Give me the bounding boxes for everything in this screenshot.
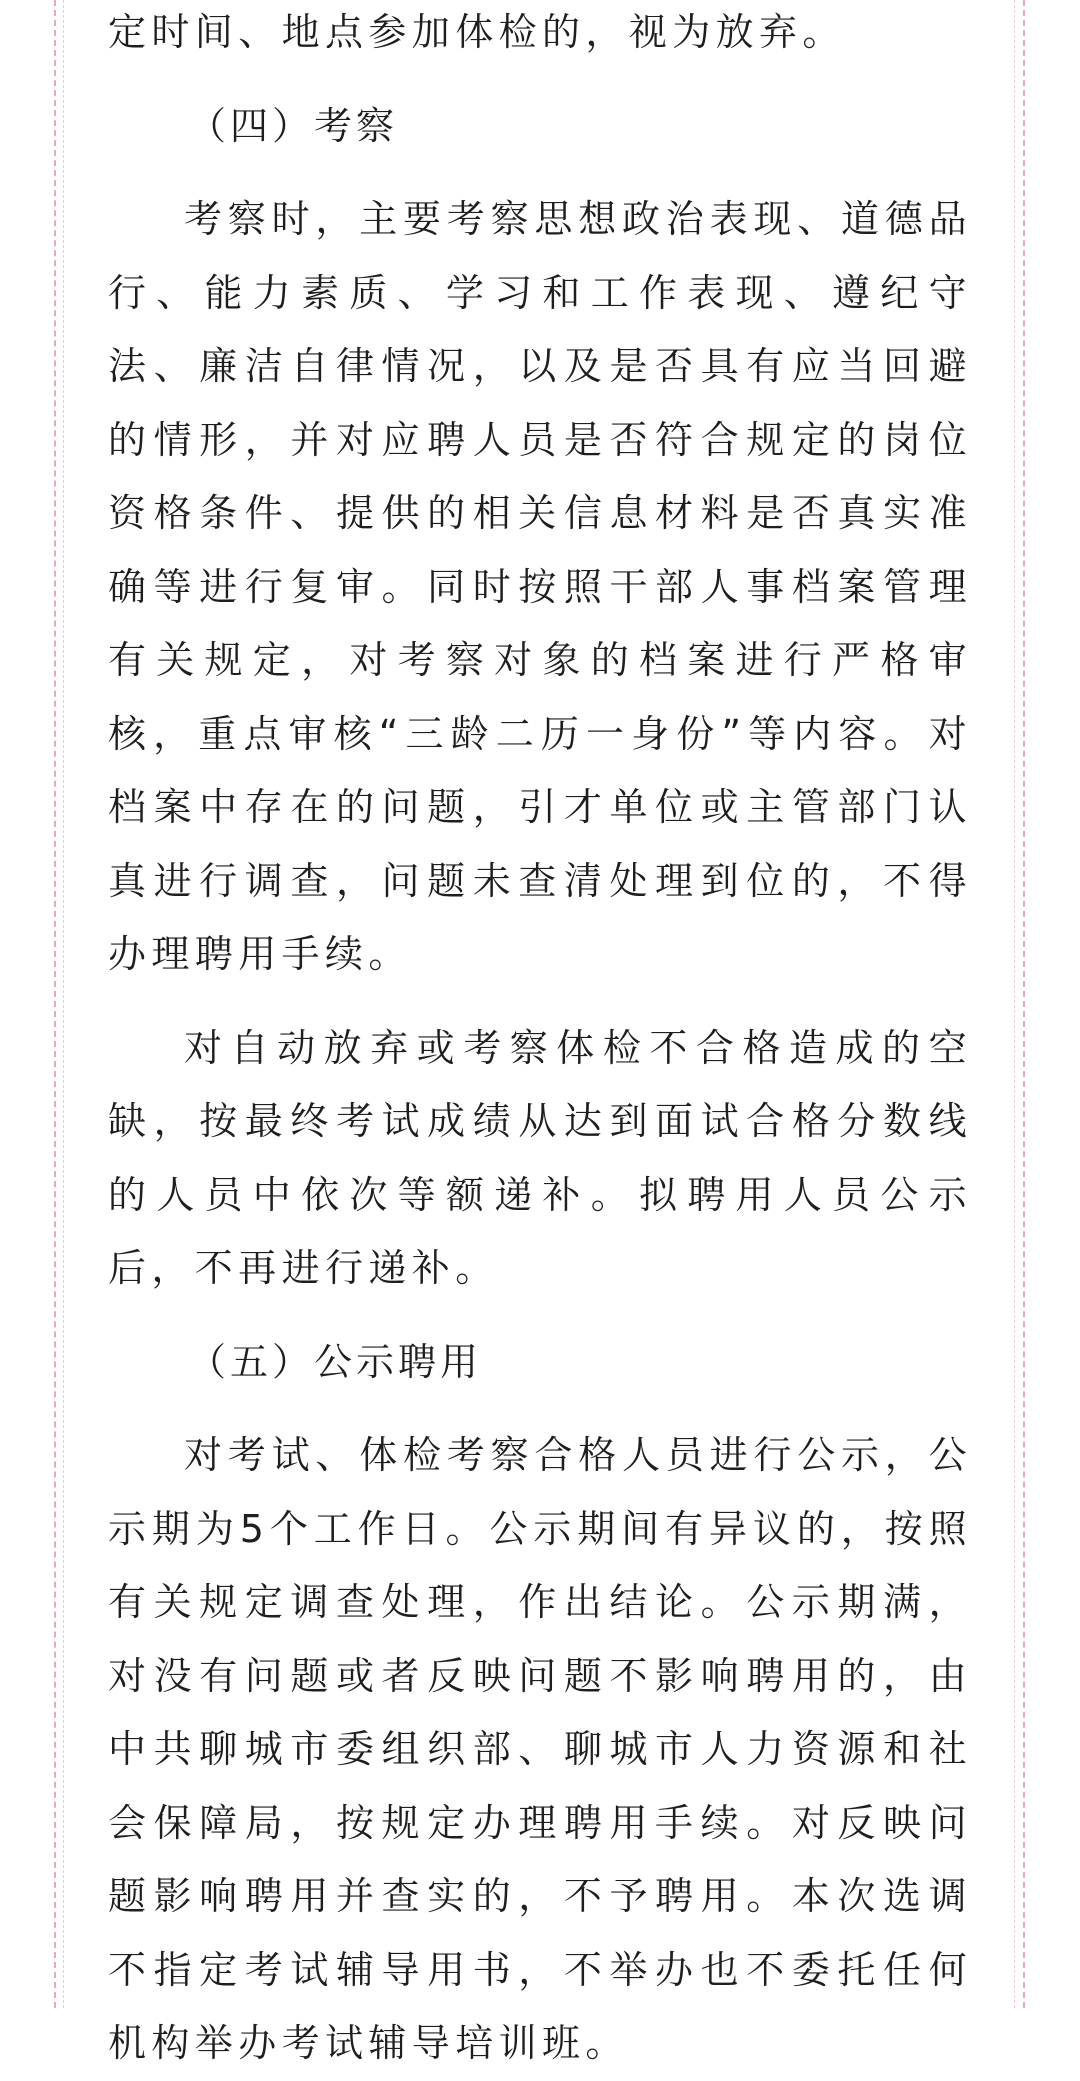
- left-border-dashed: [54, 0, 56, 2008]
- paragraph-publicity-hiring: 对考试、体检考察合格人员进行公示，公示期为5个工作日。公示期间有异议的，按照有关规定调查处理，作出结论。公示期满，对没有问题或者反映问题不影响聘用的，由中共聊城市委组织部、聊城市人力资源和社会保障局，按规定办理聘用手续。对反映问题影响聘用并查实的，不予聘用。本次选调不指定考试辅导用书，不举办也不委托任何机构举办考试辅导培训班。: [108, 1433, 972, 2065]
- paragraph-inspection-content: 考察时，主要考察思想政治表现、道德品行、能力素质、学习和工作表现、遵纪守法、廉洁自律情况，以及是否具有应当回避的情形，并对应聘人员是否符合规定的岗位资格条件、提供的相关信息材料是否真实准确等进行复审。同时按照干部人事档案管理有关规定，对考察对象的档案进行严格审核，重点审核“三龄二历一身份”等内容。对档案中存在的问题，引才单位或主管部门认真进行调查，问题未查清处理到位的，不得办理聘用手续。: [108, 197, 972, 976]
- right-border-inner: [1014, 0, 1015, 2008]
- right-border-dashed: [1023, 0, 1025, 2008]
- left-border-inner: [63, 0, 64, 2008]
- section-heading-inspection: （四）考察: [188, 103, 399, 148]
- paragraph-physical-exam-tail: 定时间、地点参加体检的，视为放弃。: [108, 10, 846, 54]
- article-body: [108, 0, 972, 2081]
- paragraph-vacancy-replacement: 对自动放弃或考察体检不合格造成的空缺，按最终考试成绩从达到面试合格分数线的人员中依次等额递补。拟聘用人员公示后，不再进行递补。: [108, 1025, 972, 1290]
- section-heading-publicity-hiring: （五）公示聘用: [188, 1339, 483, 1384]
